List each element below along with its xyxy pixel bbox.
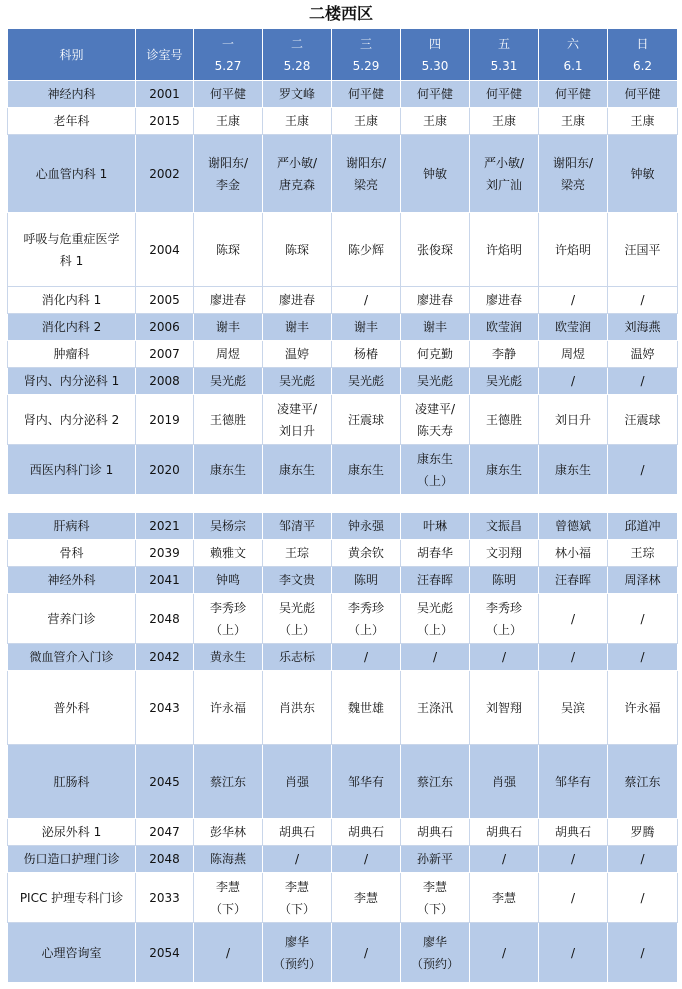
- doctor-cell: /: [608, 873, 678, 923]
- header-weekday: 一: [221, 36, 234, 51]
- doctor-cell: 李慧: [470, 873, 539, 923]
- doctor-cell: 李秀珍 （上）: [194, 594, 263, 644]
- doctor-cell: 康东生: [539, 445, 608, 495]
- doctor-cell: 刘日升: [539, 395, 608, 445]
- room-cell: 2043: [136, 671, 194, 745]
- doctor-cell: 汪春晖: [401, 567, 470, 594]
- header-date: 5.30: [421, 58, 449, 73]
- table-row: [8, 395, 678, 445]
- doctor-cell: 李静: [470, 341, 539, 368]
- dept-cell: 肿瘤科: [8, 341, 136, 368]
- doctor-cell: 谢阳东/ 梁亮: [332, 135, 401, 213]
- table-row: [8, 314, 678, 341]
- doctor-cell: 廖进春: [470, 287, 539, 314]
- doctor-cell: /: [332, 846, 401, 873]
- doctor-cell: /: [401, 644, 470, 671]
- doctor-cell: 周煜: [194, 341, 263, 368]
- doctor-cell: 胡典石: [332, 819, 401, 846]
- doctor-cell: 李秀珍 （上）: [470, 594, 539, 644]
- doctor-cell: /: [608, 368, 678, 395]
- dept-cell: 普外科: [8, 671, 136, 745]
- doctor-cell: 康东生: [263, 445, 332, 495]
- doctor-cell: 何平健: [608, 81, 678, 108]
- doctor-cell: 何平健: [539, 81, 608, 108]
- table-row: [8, 567, 678, 594]
- doctor-cell: 汪震球: [608, 395, 678, 445]
- doctor-cell: 肖强: [470, 745, 539, 819]
- room-cell: 2047: [136, 819, 194, 846]
- doctor-cell: 欧莹润: [470, 314, 539, 341]
- room-cell: 2002: [136, 135, 194, 213]
- doctor-cell: 彭华林: [194, 819, 263, 846]
- table-row: [8, 368, 678, 395]
- table-row: [8, 873, 678, 923]
- doctor-cell: 周煜: [539, 341, 608, 368]
- doctor-cell: 康东生: [332, 445, 401, 495]
- dept-cell: 肛肠科: [8, 745, 136, 819]
- doctor-cell: 刘智翔: [470, 671, 539, 745]
- doctor-cell: 邱道冲: [608, 513, 678, 540]
- doctor-cell: 黄余钦: [332, 540, 401, 567]
- doctor-cell: 文振昌: [470, 513, 539, 540]
- doctor-cell: 胡典石: [539, 819, 608, 846]
- dept-cell: 消化内科 2: [8, 314, 136, 341]
- doctor-cell: 康东生: [194, 445, 263, 495]
- doctor-cell: 谢丰: [194, 314, 263, 341]
- doctor-cell: 欧莹润: [539, 314, 608, 341]
- doctor-cell: 汪国平: [608, 213, 678, 287]
- dept-cell: 伤口造口护理门诊: [8, 846, 136, 873]
- doctor-cell: 温婷: [263, 341, 332, 368]
- doctor-cell: 王德胜: [194, 395, 263, 445]
- table-row: [8, 341, 678, 368]
- dept-cell: PICC 护理专科门诊: [8, 873, 136, 923]
- header-row: [8, 29, 678, 81]
- doctor-cell: /: [539, 846, 608, 873]
- table-row: [8, 745, 678, 819]
- doctor-cell: /: [608, 287, 678, 314]
- header-day: [194, 29, 263, 81]
- doctor-cell: 王康: [194, 108, 263, 135]
- table-row: [8, 81, 678, 108]
- doctor-cell: 李文贵: [263, 567, 332, 594]
- doctor-cell: 康东生: [470, 445, 539, 495]
- table-row: [8, 594, 678, 644]
- header-day: [608, 29, 678, 81]
- doctor-cell: 李慧 （下）: [401, 873, 470, 923]
- doctor-cell: 李慧 （下）: [263, 873, 332, 923]
- room-cell: 2048: [136, 594, 194, 644]
- table-row: [8, 540, 678, 567]
- doctor-cell: 邹清平: [263, 513, 332, 540]
- doctor-cell: 吴光彪: [332, 368, 401, 395]
- doctor-cell: /: [539, 644, 608, 671]
- room-cell: 2054: [136, 923, 194, 983]
- table-row: [8, 644, 678, 671]
- table-row: [8, 671, 678, 745]
- header-date: 6.1: [563, 58, 583, 73]
- doctor-cell: 谢阳东/ 梁亮: [539, 135, 608, 213]
- header-weekday: 五: [497, 36, 510, 51]
- doctor-cell: 乐志标: [263, 644, 332, 671]
- doctor-cell: 张俊琛: [401, 213, 470, 287]
- doctor-cell: 肖洪东: [263, 671, 332, 745]
- doctor-cell: 许永福: [608, 671, 678, 745]
- room-cell: 2019: [136, 395, 194, 445]
- table-row: [8, 513, 678, 540]
- doctor-cell: 温婷: [608, 341, 678, 368]
- table-row: [8, 923, 678, 983]
- doctor-cell: 陈琛: [194, 213, 263, 287]
- doctor-cell: /: [539, 287, 608, 314]
- doctor-cell: 李慧 （下）: [194, 873, 263, 923]
- table-row: [8, 846, 678, 873]
- doctor-cell: 康东生 （上）: [401, 445, 470, 495]
- doctor-cell: 罗腾: [608, 819, 678, 846]
- room-cell: 2007: [136, 341, 194, 368]
- doctor-cell: /: [263, 846, 332, 873]
- room-cell: 2048: [136, 846, 194, 873]
- dept-cell: 老年科: [8, 108, 136, 135]
- header-day: [539, 29, 608, 81]
- doctor-cell: 王琮: [608, 540, 678, 567]
- doctor-cell: /: [539, 594, 608, 644]
- table-row: [8, 287, 678, 314]
- doctor-cell: 吴光彪: [401, 368, 470, 395]
- room-cell: 2042: [136, 644, 194, 671]
- doctor-cell: 刘海燕: [608, 314, 678, 341]
- doctor-cell: /: [470, 846, 539, 873]
- room-cell: 2005: [136, 287, 194, 314]
- doctor-cell: /: [470, 923, 539, 983]
- doctor-cell: 许焰明: [470, 213, 539, 287]
- schedule-table-top: [7, 28, 678, 495]
- doctor-cell: 严小敏/ 刘广汕: [470, 135, 539, 213]
- header-weekday: 日: [636, 36, 649, 51]
- header-day: [401, 29, 470, 81]
- doctor-cell: 邹华有: [332, 745, 401, 819]
- doctor-cell: 林小福: [539, 540, 608, 567]
- doctor-cell: 胡典石: [263, 819, 332, 846]
- doctor-cell: 吴光彪 （上）: [263, 594, 332, 644]
- doctor-cell: 魏世雄: [332, 671, 401, 745]
- doctor-cell: 王康: [539, 108, 608, 135]
- doctor-cell: 汪春晖: [539, 567, 608, 594]
- doctor-cell: 何平健: [470, 81, 539, 108]
- doctor-cell: 李慧: [332, 873, 401, 923]
- doctor-cell: /: [539, 368, 608, 395]
- doctor-cell: 谢丰: [332, 314, 401, 341]
- doctor-cell: /: [608, 594, 678, 644]
- room-cell: 2001: [136, 81, 194, 108]
- dept-cell: 骨科: [8, 540, 136, 567]
- doctor-cell: 杨椿: [332, 341, 401, 368]
- room-cell: 2033: [136, 873, 194, 923]
- header-room: 诊室号: [136, 29, 194, 81]
- doctor-cell: 廖进春: [194, 287, 263, 314]
- header-date: 5.27: [214, 58, 242, 73]
- room-cell: 2015: [136, 108, 194, 135]
- doctor-cell: 许焰明: [539, 213, 608, 287]
- room-cell: 2039: [136, 540, 194, 567]
- dept-cell: 肾内、内分泌科 1: [8, 368, 136, 395]
- doctor-cell: 黄永生: [194, 644, 263, 671]
- dept-cell: 心血管内科 1: [8, 135, 136, 213]
- header-day: [332, 29, 401, 81]
- doctor-cell: 王康: [608, 108, 678, 135]
- doctor-cell: 蔡江东: [194, 745, 263, 819]
- doctor-cell: 凌建平/ 刘日升: [263, 395, 332, 445]
- doctor-cell: 邹华有: [539, 745, 608, 819]
- doctor-cell: 王康: [332, 108, 401, 135]
- doctor-cell: 谢丰: [401, 314, 470, 341]
- header-weekday: 三: [359, 36, 372, 51]
- doctor-cell: 胡典石: [470, 819, 539, 846]
- doctor-cell: 周泽林: [608, 567, 678, 594]
- doctor-cell: 严小敏/ 唐克森: [263, 135, 332, 213]
- doctor-cell: 谢丰: [263, 314, 332, 341]
- dept-cell: 心理咨询室: [8, 923, 136, 983]
- doctor-cell: 何克勤: [401, 341, 470, 368]
- table-row: [8, 819, 678, 846]
- doctor-cell: 陈琛: [263, 213, 332, 287]
- doctor-cell: 叶琳: [401, 513, 470, 540]
- doctor-cell: 王德胜: [470, 395, 539, 445]
- header-date: 5.28: [283, 58, 311, 73]
- room-cell: 2045: [136, 745, 194, 819]
- dept-cell: 肾内、内分泌科 2: [8, 395, 136, 445]
- doctor-cell: 李秀珍 （上）: [332, 594, 401, 644]
- doctor-cell: 王康: [401, 108, 470, 135]
- doctor-cell: 吴光彪: [263, 368, 332, 395]
- room-cell: 2041: [136, 567, 194, 594]
- room-cell: 2004: [136, 213, 194, 287]
- doctor-cell: 吴滨: [539, 671, 608, 745]
- page-title: 二楼西区: [308, 4, 373, 23]
- header-date: 5.29: [352, 58, 380, 73]
- doctor-cell: 王涤汛: [401, 671, 470, 745]
- doctor-cell: 蔡江东: [608, 745, 678, 819]
- doctor-cell: 吴杨宗: [194, 513, 263, 540]
- room-cell: 2008: [136, 368, 194, 395]
- doctor-cell: 王康: [470, 108, 539, 135]
- doctor-cell: 赖雅文: [194, 540, 263, 567]
- doctor-cell: /: [332, 923, 401, 983]
- doctor-cell: 钟敏: [608, 135, 678, 213]
- header-dept: 科别: [8, 29, 136, 81]
- dept-cell: 微血管介入门诊: [8, 644, 136, 671]
- doctor-cell: 廖进春: [401, 287, 470, 314]
- schedule-table-bottom: [7, 512, 678, 983]
- dept-cell: 消化内科 1: [8, 287, 136, 314]
- table-row: [8, 445, 678, 495]
- doctor-cell: 吴光彪 （上）: [401, 594, 470, 644]
- doctor-cell: /: [608, 644, 678, 671]
- doctor-cell: /: [539, 873, 608, 923]
- doctor-cell: 许永福: [194, 671, 263, 745]
- doctor-cell: 钟敏: [401, 135, 470, 213]
- room-cell: 2006: [136, 314, 194, 341]
- doctor-cell: /: [332, 644, 401, 671]
- doctor-cell: /: [608, 846, 678, 873]
- doctor-cell: 钟鸣: [194, 567, 263, 594]
- table-row: [8, 213, 678, 287]
- doctor-cell: 何平健: [332, 81, 401, 108]
- doctor-cell: /: [608, 445, 678, 495]
- doctor-cell: 廖进春: [263, 287, 332, 314]
- room-cell: 2021: [136, 513, 194, 540]
- dept-cell: 西医内科门诊 1: [8, 445, 136, 495]
- doctor-cell: 胡春华: [401, 540, 470, 567]
- doctor-cell: 吴光彪: [194, 368, 263, 395]
- header-weekday: 二: [290, 36, 303, 51]
- doctor-cell: 王琮: [263, 540, 332, 567]
- doctor-cell: 胡典石: [401, 819, 470, 846]
- doctor-cell: 曾德斌: [539, 513, 608, 540]
- header-day: [470, 29, 539, 81]
- doctor-cell: 吴光彪: [470, 368, 539, 395]
- table-row: [8, 108, 678, 135]
- doctor-cell: /: [608, 923, 678, 983]
- dept-cell: 泌尿外科 1: [8, 819, 136, 846]
- doctor-cell: 陈少辉: [332, 213, 401, 287]
- doctor-cell: 陈明: [332, 567, 401, 594]
- header-weekday: 六: [566, 36, 579, 51]
- doctor-cell: 何平健: [194, 81, 263, 108]
- header-date: 6.2: [632, 58, 653, 73]
- doctor-cell: 凌建平/ 陈天寿: [401, 395, 470, 445]
- dept-cell: 肝病科: [8, 513, 136, 540]
- doctor-cell: 谢阳东/ 李金: [194, 135, 263, 213]
- doctor-cell: /: [332, 287, 401, 314]
- dept-cell: 神经内科: [8, 81, 136, 108]
- doctor-cell: /: [470, 644, 539, 671]
- doctor-cell: 陈海燕: [194, 846, 263, 873]
- header-date: 5.31: [490, 58, 518, 73]
- doctor-cell: 肖强: [263, 745, 332, 819]
- room-cell: 2020: [136, 445, 194, 495]
- doctor-cell: 王康: [263, 108, 332, 135]
- doctor-cell: 钟永强: [332, 513, 401, 540]
- doctor-cell: 廖华 （预约）: [401, 923, 470, 983]
- dept-cell: 营养门诊: [8, 594, 136, 644]
- doctor-cell: 汪震球: [332, 395, 401, 445]
- dept-cell: 神经外科: [8, 567, 136, 594]
- header-day: [263, 29, 332, 81]
- doctor-cell: /: [539, 923, 608, 983]
- header-weekday: 四: [428, 36, 441, 51]
- doctor-cell: 罗文峰: [263, 81, 332, 108]
- doctor-cell: 廖华 （预约）: [263, 923, 332, 983]
- doctor-cell: /: [194, 923, 263, 983]
- doctor-cell: 文羽翔: [470, 540, 539, 567]
- doctor-cell: 孙新平: [401, 846, 470, 873]
- dept-cell: 呼吸与危重症医学 科 1: [8, 213, 136, 287]
- table-row: [8, 135, 678, 213]
- doctor-cell: 何平健: [401, 81, 470, 108]
- doctor-cell: 蔡江东: [401, 745, 470, 819]
- doctor-cell: 陈明: [470, 567, 539, 594]
